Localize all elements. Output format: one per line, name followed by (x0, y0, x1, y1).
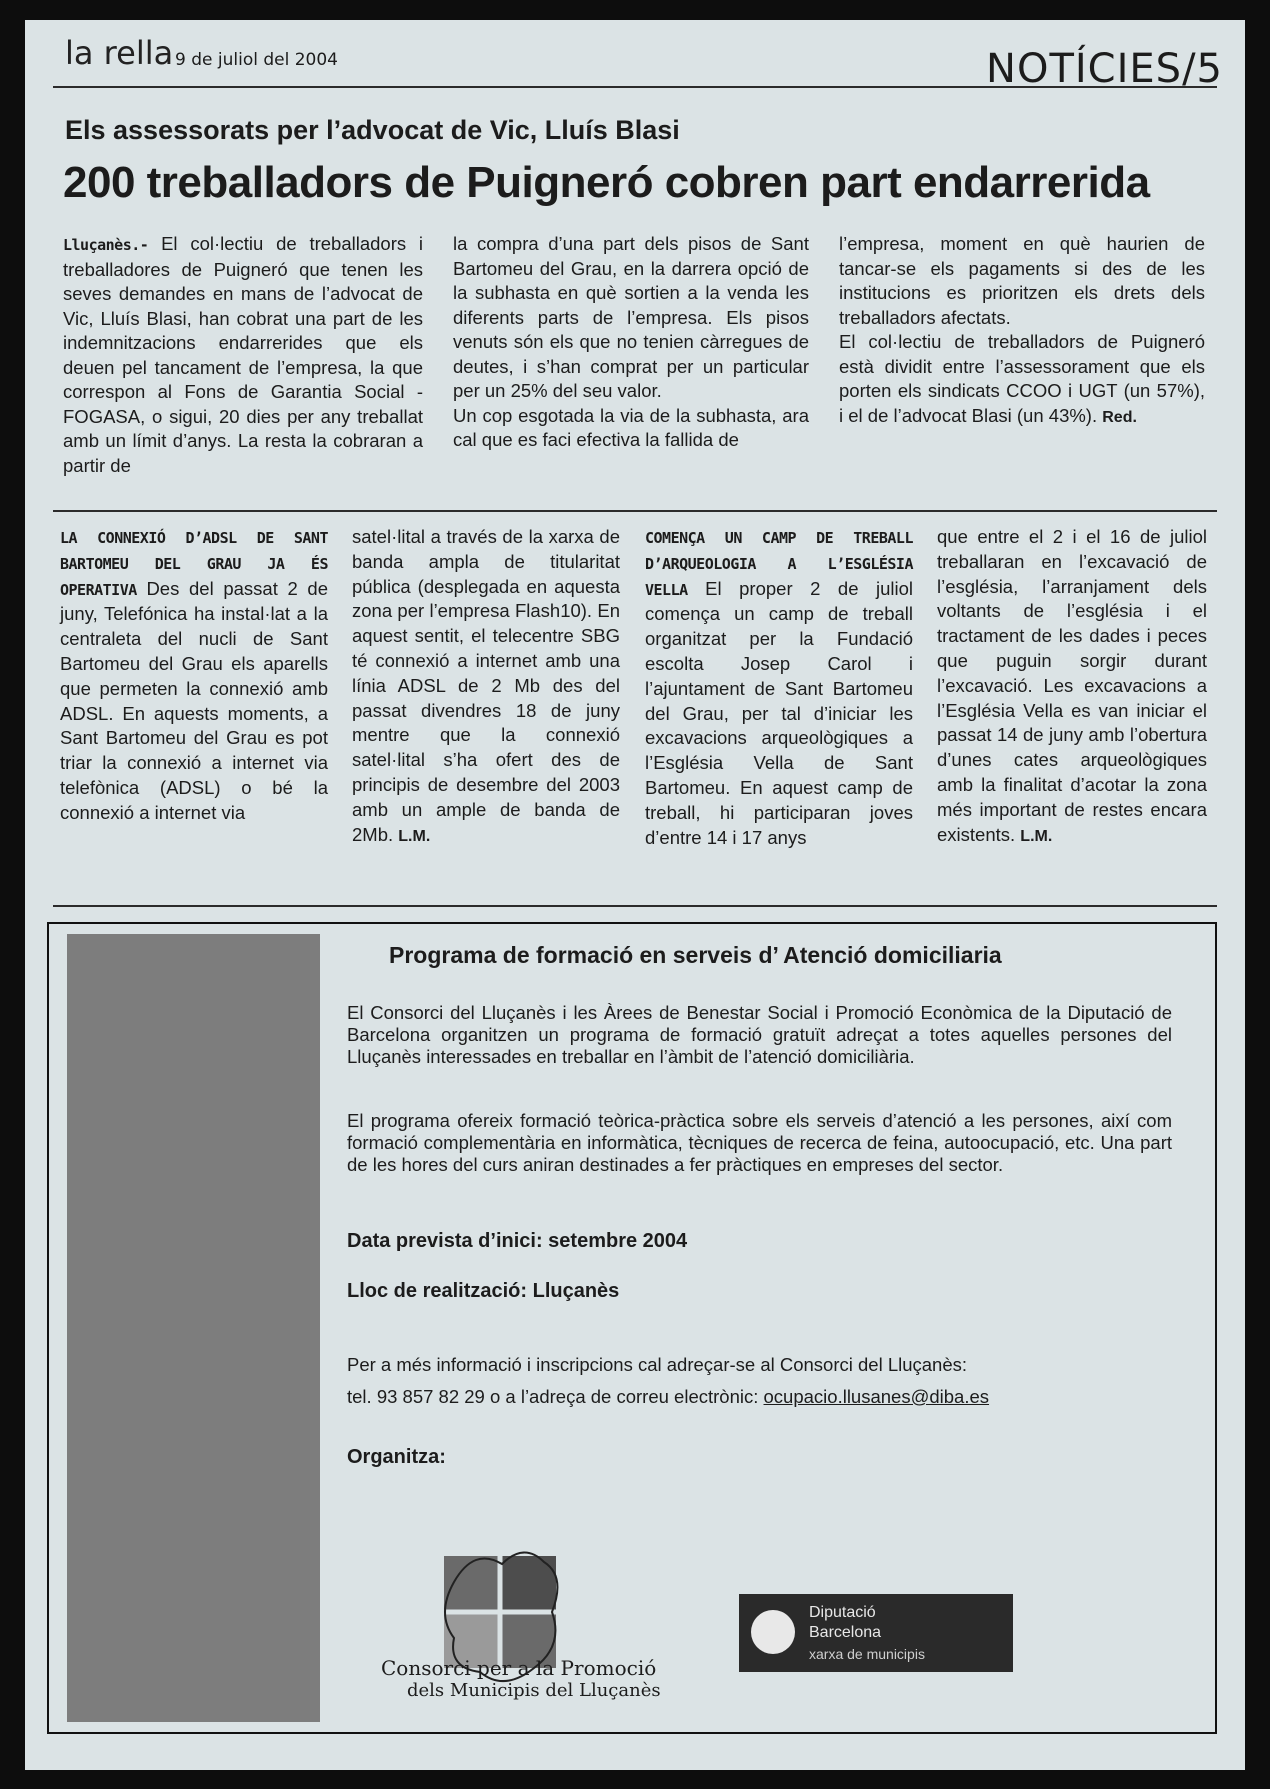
adsl-text: satel·lital a través de la xarxa de banda ampla de titularitat pública (desplegada en aquesta zona per l’empresa Flash10). En aquest sentit, el telecentre SBG té connexió a internet amb una línia ADSL de 2 Mb des del passat divendres 18 de juny mentre que la connexió satel·lital s’ha ofert des de principis de desembre del 2003 amb un ample de banda de 2Mb. (352, 526, 620, 845)
program-title: Programa de formació en serveis d’ Atenció domiciliaria (389, 942, 1002, 968)
training-program-box (47, 922, 1217, 1734)
info-line: Per a més informació i inscripcions cal adreçar-se al Consorci del Lluçanès: (347, 1354, 968, 1375)
masthead-section: NOTÍCIES/5 (986, 46, 1223, 92)
newspaper-page (25, 20, 1245, 1770)
location: Lloc de realització: Lluçanès (347, 1280, 620, 1302)
adsl-article-column-2 (352, 525, 620, 849)
article-location: Lluçanès.- (63, 236, 149, 254)
masthead-date: 9 de juliol del 2004 (175, 50, 338, 70)
email-link[interactable]: ocupacio.llusanes@diba.es (763, 1386, 990, 1407)
archaeology-kicker: COMENÇA UN CAMP DE TREBALL D’ARQUEOLOGIA A L’ESGLÉSIA VELLA (645, 529, 913, 599)
masthead-rule (53, 86, 1217, 88)
contact-prefix: tel. 93 857 82 29 o a l’adreça de correu electrònic: (347, 1386, 759, 1407)
article-paragraph: El col·lectiu de treballadors de Puigneró està dividit entre l’assessorament que els porten els sindicats CCOO i UGT (un 57%), i el de l’advocat Blasi (un 43%). (839, 331, 1205, 426)
contact-line (347, 1386, 989, 1408)
article-column-2 (453, 232, 809, 453)
article-text: El col·lectiu de treballadors i treballadores de Puigneró que tenen les seves demandes en mans de l’advocat de Vic, Lluís Blasi, han cobrat una part de les indemnitzacions endarrerides que els deuen pel tancament de l’empresa, la que correspon al Fons de Garantia Social -FOGASA, o sigui, 20 dies per any treballat amb un límit d’anys. La resta la cobraran a partir de (63, 233, 424, 476)
archaeology-text: que entre el 2 i el 16 de juliol treballaran en l’excavació de l’església, l’arranjament dels voltants de l’església i el tractament de les dades i peces que puguin sorgir durant l’excavació. Les excavacions a l’Església Vella es van iniciar el passat 14 de juny amb l’obertura d’unes cates arqueològiques amb la finalitat d’acotar la zona més important de restes encara existents. (937, 526, 1207, 845)
program-paragraph: El Consorci del Lluçanès i les Àrees de Benestar Social i Promoció Econòmica de la Diputació de Barcelona organitzen un programa de formació gratuït adreçat a totes aquelles persones del Lluçanès interessades en treballar en l’àmbit de l’atenció domiciliària. (347, 1002, 1172, 1067)
article-paragraph: la compra d’una part dels pisos de Sant Bartomeu del Grau, en la darrera opció de la subhasta en què sortien a la venda les diferents parts de l’empresa. Els pisos venuts són els que no tenien càrregues de deutes, i s’han comprat per un particular per un 25% del seu valor. (453, 233, 809, 401)
article-signature: Red. (1102, 408, 1137, 426)
adsl-article-column-1 (60, 525, 328, 826)
adsl-kicker: LA CONNEXIÓ D’ADSL DE SANT BARTOMEU DEL GRAU JA ÉS OPERATIVA (60, 529, 328, 599)
organiza-label: Organitza: (347, 1446, 446, 1468)
section-divider (53, 510, 1217, 512)
article-column-1 (63, 232, 423, 478)
article-paragraph: Un cop esgotada la via de la subhasta, ara cal que es faci efectiva la fallida de (453, 404, 809, 450)
article-headline: 200 treballadors de Puigneró cobren part endarrerida (63, 158, 1150, 207)
archaeology-text: El proper 2 de juliol comença un camp de treball organitzat per la Fundació escolta Josep Carol i l’ajuntament de Sant Bartomeu del Grau, per tal d’iniciar les excavacions arqueològiques a l’Església Vella de Sant Bartomeu. En aquest camp de treball, hi participaran joves d’entre 14 i 17 anys (645, 577, 914, 848)
adsl-signature: L.M. (398, 827, 431, 845)
diputacio-logo (739, 1594, 1013, 1672)
archaeology-signature: L.M. (1020, 827, 1053, 845)
diputacio-logo-text: Diputació (809, 1604, 876, 1621)
adsl-text: Des del passat 2 de juny, Telefónica ha instal·lat a la centraleta del nucli de Sant Bartomeu del Grau els aparells que permeten la connexió amb ADSL. En aquests moments, a Sant Bartomeu del Grau es pot triar la connexió a internet via telefònica (ADSL) o bé la connexió a internet via (60, 577, 328, 823)
article-paragraph: l’empresa, moment en què haurien de tancar-se els pagaments si des de les institucions es prioritzen els drets dels treballadors afectats. (839, 233, 1205, 328)
archaeology-article-column-2 (937, 525, 1207, 849)
diputacio-shield-icon (751, 1610, 795, 1654)
diputacio-logo-text: Barcelona (809, 1624, 882, 1641)
consorci-logo-caption: dels Municipis del Lluçanès (407, 1680, 661, 1701)
article-subhead: Els assessorats per l’advocat de Vic, Lluís Blasi (65, 115, 680, 145)
section-divider (53, 905, 1217, 907)
start-date: Data prevista d’inici: setembre 2004 (347, 1230, 688, 1252)
program-paragraph: El programa ofereix formació teòrica-pràctica sobre els serveis d’atenció a les persones, així com formació complementària en informàtica, tècniques de recerca de feina, autoocupació, etc. Una part de les hores del curs aniran destinades a fer pràctiques en empreses del sector. (347, 1110, 1172, 1175)
archaeology-article-column-1 (645, 525, 913, 850)
masthead-paper-name: la rella (65, 34, 174, 72)
article-column-3 (839, 232, 1205, 430)
diputacio-logo-text: xarxa de municipis (809, 1646, 925, 1662)
placeholder-photo (67, 934, 320, 1722)
consorci-logo-caption: Consorci per a la Promoció (381, 1656, 657, 1680)
